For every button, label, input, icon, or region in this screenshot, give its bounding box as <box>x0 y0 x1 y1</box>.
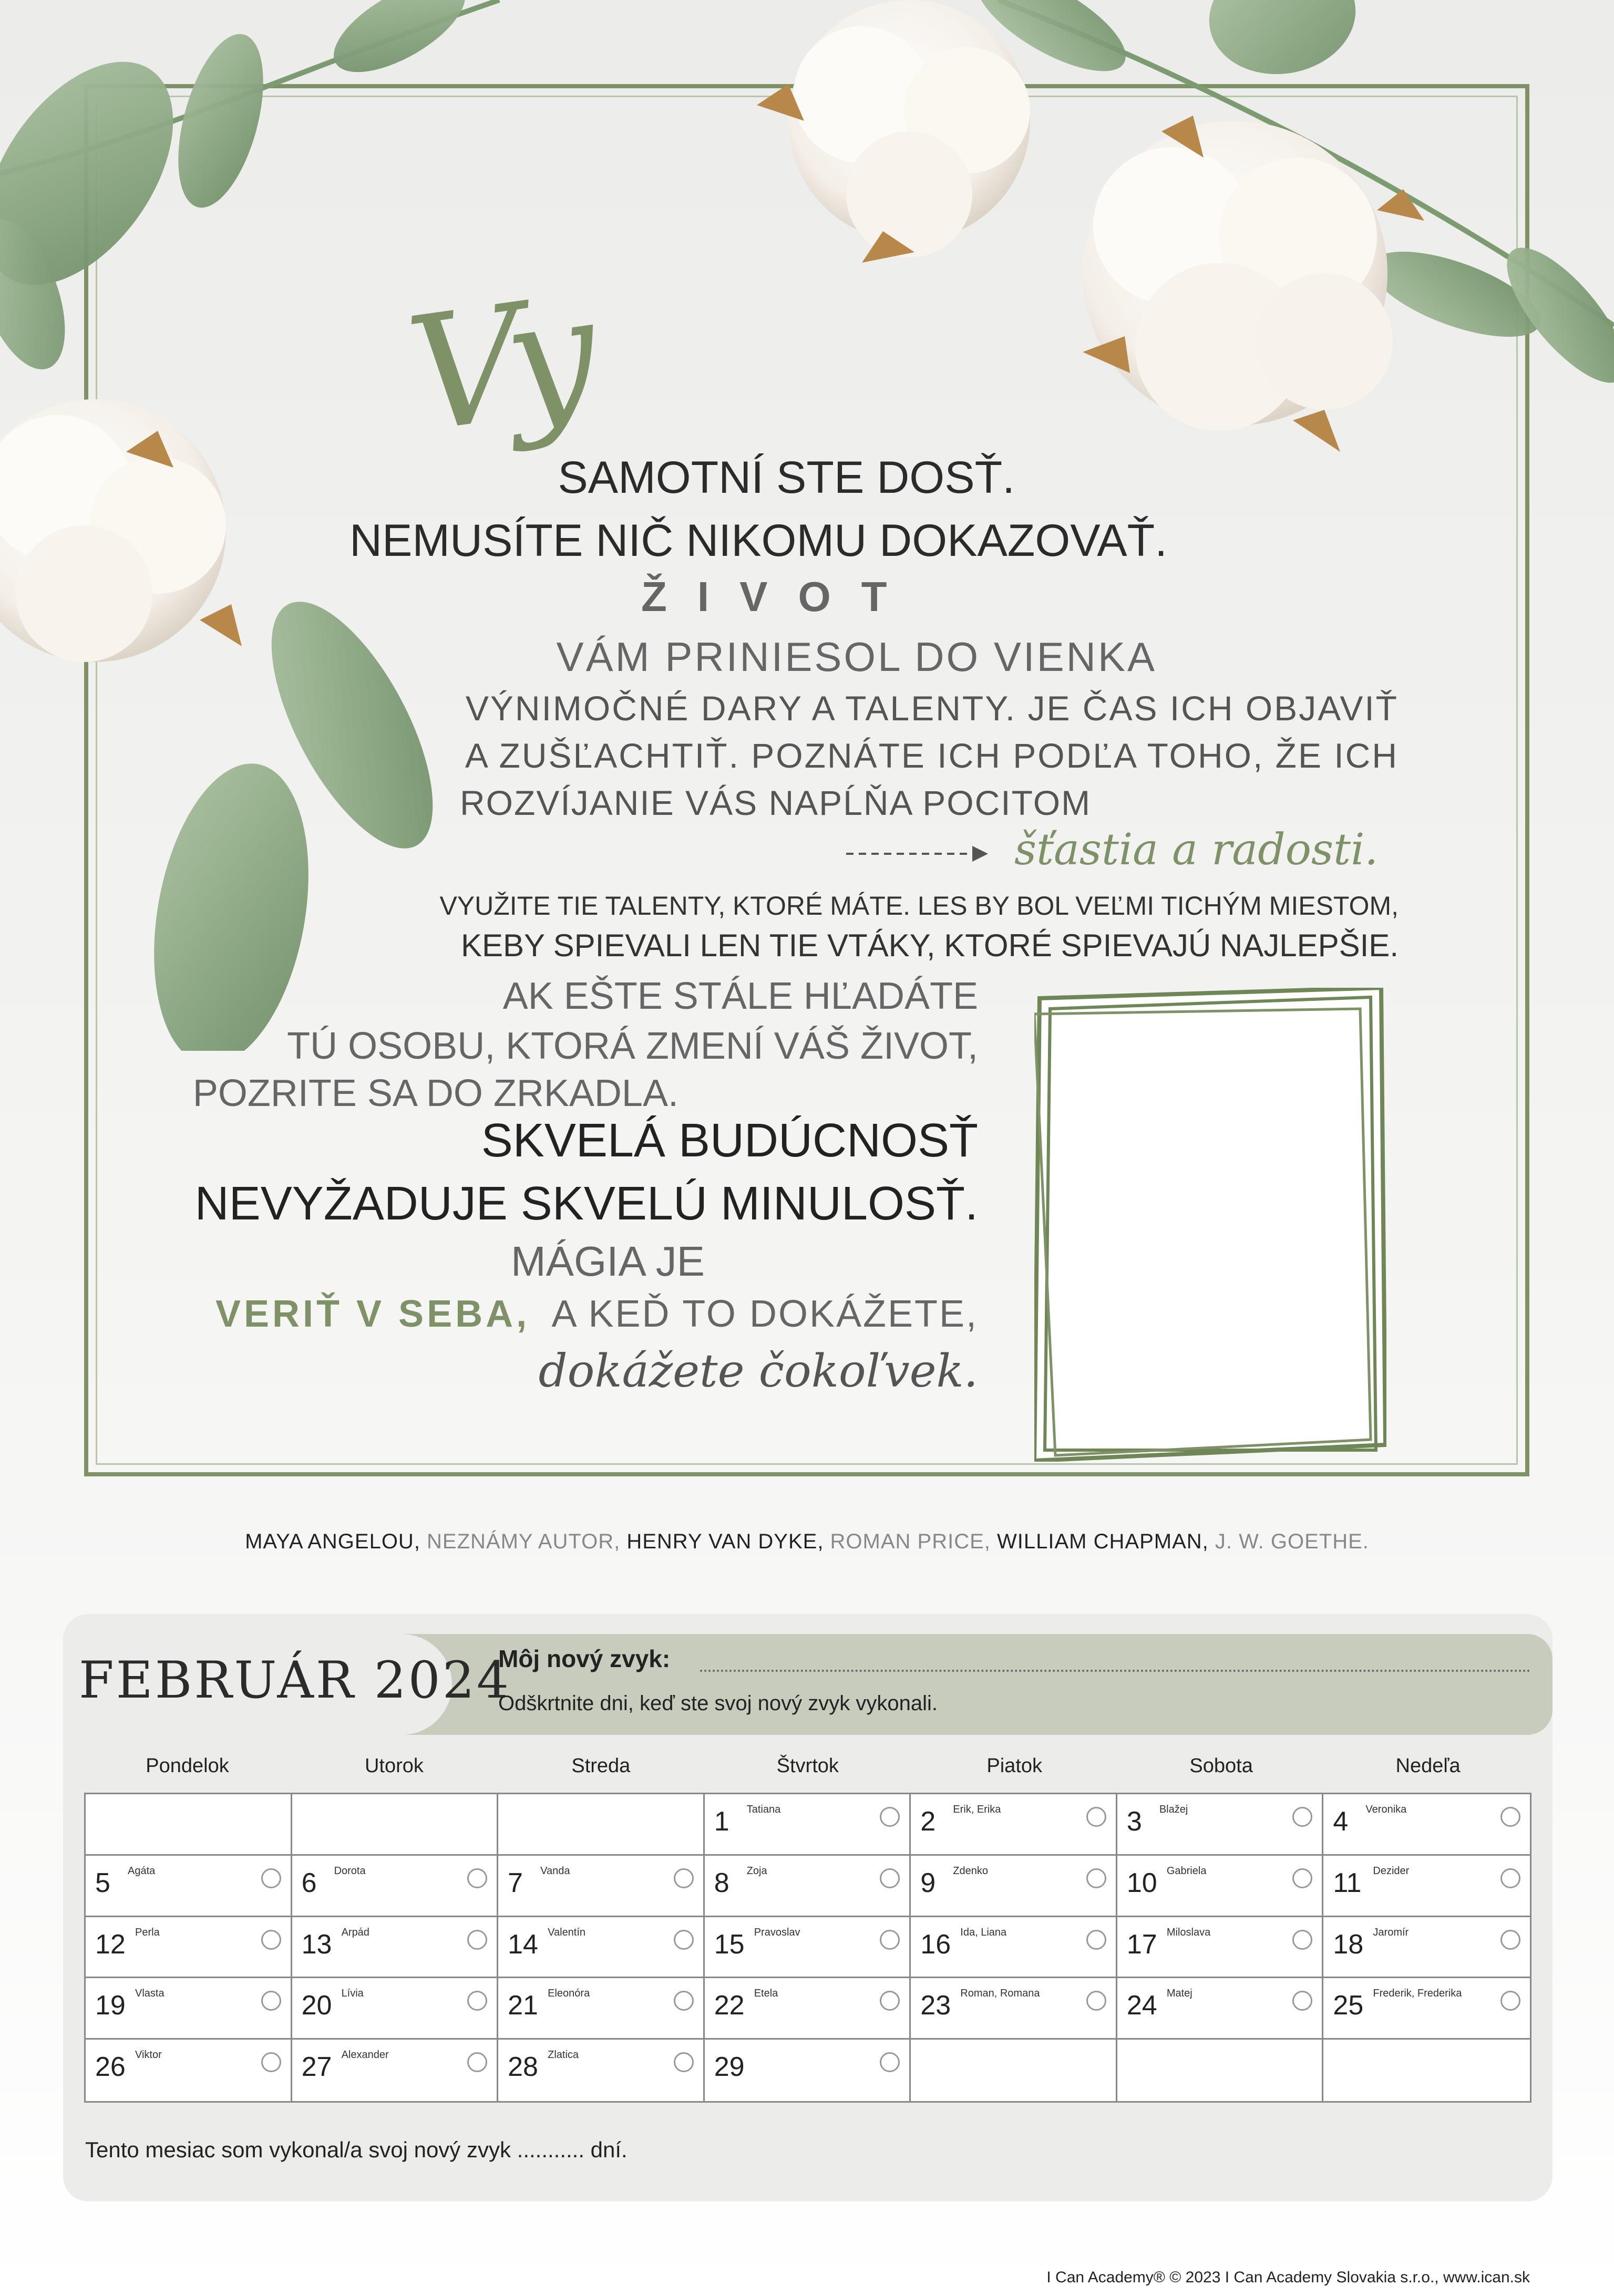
day-number: 9 <box>920 1867 936 1898</box>
quote-script-line: dokážete čokoľvek. <box>538 1345 978 1398</box>
habit-checkbox-icon[interactable] <box>261 1991 281 2011</box>
weekday-label: Piatok <box>986 1755 1043 1777</box>
quote-line: TÚ OSOBU, KTORÁ ZMENÍ VÁŠ ŽIVOT, <box>287 1025 978 1067</box>
cotton-flower-icon <box>757 0 1030 263</box>
day-number: 25 <box>1333 1990 1364 2021</box>
habit-checkbox-icon[interactable] <box>1086 1930 1106 1950</box>
weekday-label: Nedeľa <box>1395 1755 1461 1777</box>
day-number: 6 <box>301 1867 317 1898</box>
calendar-grid <box>84 1793 1531 2103</box>
name-day: Dorota <box>334 1865 366 1877</box>
day-number: 7 <box>508 1867 523 1898</box>
calendar-day-cell[interactable] <box>292 1978 499 2040</box>
calendar-empty-cell <box>86 1794 292 1856</box>
quote-line: KEBY SPIEVALI LEN TIE VTÁKY, KTORÉ SPIEVAJÚ NAJLEPŠIE. <box>460 928 1399 963</box>
habit-checkbox-icon[interactable] <box>674 1991 694 2011</box>
habit-checkbox-icon[interactable] <box>261 2052 281 2072</box>
habit-checkbox-icon[interactable] <box>1292 1991 1312 2011</box>
quote-highlight: VERIŤ V SEBA, <box>215 1293 530 1335</box>
quote-line: NEMUSÍTE NIČ NIKOMU DOKAZOVAŤ. <box>349 515 1167 566</box>
habit-checkbox-icon[interactable] <box>1292 1807 1312 1827</box>
calendar-day-cell[interactable] <box>498 2040 705 2101</box>
day-number: 3 <box>1126 1806 1142 1837</box>
calendar-day-cell[interactable] <box>292 1856 499 1917</box>
habit-checkbox-icon[interactable] <box>261 1930 281 1950</box>
habit-checkbox-icon[interactable] <box>467 1991 487 2011</box>
calendar-day-cell[interactable] <box>498 1917 705 1979</box>
day-number: 27 <box>301 2052 332 2083</box>
habit-checkbox-icon[interactable] <box>1500 1991 1520 2011</box>
calendar-day-cell[interactable] <box>1323 1978 1530 2040</box>
calendar-day-cell[interactable] <box>1323 1856 1530 1917</box>
name-day: Eleonóra <box>548 1988 590 2000</box>
day-number: 19 <box>95 1990 126 2021</box>
quote-line: SKVELÁ BUDÚCNOSŤ <box>481 1114 978 1167</box>
day-number: 23 <box>920 1990 951 2021</box>
calendar-day-cell[interactable] <box>705 1917 911 1979</box>
quote-line: MÁGIA JE <box>511 1238 705 1285</box>
weekday-label: Štvrtok <box>776 1755 839 1777</box>
author-name: NEZNÁMY AUTOR, <box>427 1530 627 1553</box>
day-number: 17 <box>1126 1929 1157 1960</box>
author-name: ROMAN PRICE, <box>830 1530 998 1553</box>
day-number: 24 <box>1126 1990 1157 2021</box>
weekday-label: Utorok <box>364 1755 424 1777</box>
name-day: Blažej <box>1159 1804 1188 1815</box>
day-number: 14 <box>508 1929 538 1960</box>
habit-checkbox-icon[interactable] <box>467 1930 487 1950</box>
calendar-day-cell[interactable] <box>705 1978 911 2040</box>
habit-checkbox-icon[interactable] <box>674 1868 694 1888</box>
calendar-day-cell[interactable] <box>1117 1856 1324 1917</box>
habit-checkbox-icon[interactable] <box>880 1868 900 1888</box>
habit-checkbox-icon[interactable] <box>467 2052 487 2072</box>
habit-summary: Tento mesiac som vykonal/a svoj nový zvyk ........... dní. <box>85 2137 628 2162</box>
name-day: Viktor <box>135 2049 162 2061</box>
calendar-day-cell[interactable] <box>292 1917 499 1979</box>
day-number: 8 <box>714 1867 729 1898</box>
habit-input-line[interactable] <box>700 1670 1530 1672</box>
habit-checkbox-icon[interactable] <box>1500 1868 1520 1888</box>
day-number: 4 <box>1333 1806 1349 1837</box>
quote-line: NEVYŽADUJE SKVELÚ MINULOSŤ. <box>194 1177 978 1230</box>
name-day: Etela <box>754 1988 778 2000</box>
day-number: 22 <box>714 1990 745 2021</box>
quote-line: ŽIVOT <box>641 573 918 620</box>
day-number: 2 <box>920 1806 936 1837</box>
copyright: I Can Academy® © 2023 I Can Academy Slovakia s.r.o., www.ican.sk <box>1046 2269 1530 2286</box>
calendar-day-cell[interactable] <box>498 1856 705 1917</box>
leaf-icon <box>132 578 465 1051</box>
calendar-day-cell[interactable] <box>1117 1794 1324 1856</box>
photo-frame[interactable] <box>1034 988 1386 1462</box>
calendar-empty-cell <box>498 1794 705 1856</box>
calendar-day-cell[interactable] <box>86 2040 292 2101</box>
day-number: 13 <box>301 1929 332 1960</box>
quote-line: A ZUŠĽACHTIŤ. POZNÁTE ICH PODĽA TOHO, ŽE ICH <box>465 736 1399 775</box>
calendar-day-cell[interactable] <box>705 1794 911 1856</box>
calendar-day-cell[interactable] <box>292 2040 499 2101</box>
habit-checkbox-icon[interactable] <box>674 1930 694 1950</box>
day-number: 5 <box>95 1867 110 1898</box>
name-day: Miloslava <box>1166 1926 1211 1938</box>
cotton-flower-icon <box>1083 116 1424 452</box>
calendar-empty-cell <box>1117 2040 1324 2101</box>
name-day: Veronika <box>1365 1804 1407 1815</box>
day-number: 16 <box>920 1929 951 1960</box>
author-name: J. W. GOETHE. <box>1215 1530 1369 1553</box>
name-day: Matej <box>1166 1988 1192 2000</box>
day-number: 28 <box>508 2052 538 2083</box>
habit-checkbox-icon[interactable] <box>1086 1868 1106 1888</box>
calendar-day-cell[interactable] <box>911 1794 1117 1856</box>
name-day: Dezider <box>1373 1865 1410 1877</box>
calendar-day-cell[interactable] <box>1323 1794 1530 1856</box>
weekday-label: Pondelok <box>146 1755 229 1777</box>
quote-line: POZRITE SA DO ZRKADLA. <box>192 1072 679 1114</box>
calendar-title: FEBRUÁR 2024 <box>79 1651 511 1710</box>
name-day: Gabriela <box>1166 1865 1207 1877</box>
quote-line: VYUŽITE TIE TALENTY, KTORÉ MÁTE. LES BY BOL VEĽMI TICHÝM MIESTOM, <box>439 891 1399 921</box>
calendar-day-cell[interactable] <box>705 2040 911 2101</box>
habit-checkbox-icon[interactable] <box>880 2052 900 2072</box>
name-day: Ida, Liana <box>960 1926 1007 1938</box>
habit-checkbox-icon[interactable] <box>880 1991 900 2011</box>
day-number: 11 <box>1333 1867 1362 1898</box>
name-day: Tatiana <box>746 1804 781 1815</box>
name-day: Agáta <box>128 1865 156 1877</box>
day-number: 1 <box>714 1806 729 1837</box>
name-day: Alexander <box>341 2049 389 2061</box>
quote-vy: Vy <box>398 262 598 468</box>
weekday-label: Streda <box>571 1755 631 1777</box>
calendar-day-cell[interactable] <box>1117 1978 1324 2040</box>
calendar-empty-cell <box>1323 2040 1530 2101</box>
authors-line <box>0 1530 1614 1554</box>
calendar-empty-cell <box>911 2040 1117 2101</box>
quote-line: SAMOTNÍ STE DOSŤ. <box>558 452 1015 503</box>
day-number: 12 <box>95 1929 126 1960</box>
weekday-label: Sobota <box>1189 1755 1253 1777</box>
quote-line: ROZVÍJANIE VÁS NAPĹŇA POCITOM <box>460 783 1092 822</box>
habit-checkbox-icon[interactable] <box>1086 1991 1106 2011</box>
day-number: 26 <box>95 2052 126 2083</box>
calendar-day-cell[interactable] <box>1117 1917 1324 1979</box>
day-number: 10 <box>1126 1867 1157 1898</box>
name-day: Erik, Erika <box>953 1804 1001 1815</box>
name-day: Arpád <box>341 1926 369 1938</box>
habit-checkbox-icon[interactable] <box>1292 1868 1312 1888</box>
author-name: WILLIAM CHAPMAN, <box>997 1530 1215 1553</box>
name-day: Vlasta <box>135 1988 165 2000</box>
calendar-day-cell[interactable] <box>498 1978 705 2040</box>
name-day: Zlatica <box>548 2049 579 2061</box>
quote-line: VÁM PRINIESOL DO VIENKA <box>556 634 1157 680</box>
day-number: 20 <box>301 1990 332 2021</box>
name-day: Zoja <box>746 1865 767 1877</box>
name-day: Pravoslav <box>754 1926 800 1938</box>
name-day: Zdenko <box>953 1865 988 1877</box>
habit-checkbox-icon[interactable] <box>880 1807 900 1827</box>
habit-checkbox-icon[interactable] <box>1086 1807 1106 1827</box>
quote-line: VÝNIMOČNÉ DARY A TALENTY. JE ČAS ICH OBJAVIŤ <box>465 689 1399 728</box>
calendar-day-cell[interactable] <box>86 1856 292 1917</box>
calendar-day-cell[interactable] <box>705 1856 911 1917</box>
quote-script-line: šťastia a radosti. <box>1014 825 1379 875</box>
name-day: Lívia <box>341 1988 364 2000</box>
name-day: Roman, Romana <box>960 1988 1040 2000</box>
habit-checkbox-icon[interactable] <box>1500 1807 1520 1827</box>
name-day: Perla <box>135 1926 160 1938</box>
author-name: HENRY VAN DYKE, <box>626 1530 830 1553</box>
day-number: 15 <box>714 1929 745 1960</box>
quote-line: A KEĎ TO DOKÁŽETE, <box>551 1293 978 1335</box>
habit-checkbox-icon[interactable] <box>880 1930 900 1950</box>
cotton-flower-icon <box>0 399 242 662</box>
day-number: 18 <box>1333 1929 1364 1960</box>
habit-checkbox-icon[interactable] <box>1500 1930 1520 1950</box>
day-number: 29 <box>714 2052 745 2083</box>
name-day: Vanda <box>540 1865 570 1877</box>
name-day: Frederik, Frederika <box>1373 1988 1462 2000</box>
habit-checkbox-icon[interactable] <box>467 1868 487 1888</box>
calendar-day-cell[interactable] <box>911 1978 1117 2040</box>
habit-instructions: Odškrtnite dni, keď ste svoj nový zvyk vykonali. <box>498 1692 938 1715</box>
calendar-day-cell[interactable] <box>86 1978 292 2040</box>
quote-line: AK EŠTE STÁLE HĽADÁTE <box>502 975 978 1017</box>
habit-checkbox-icon[interactable] <box>261 1868 281 1888</box>
name-day: Jaromír <box>1373 1926 1409 1938</box>
day-number: 21 <box>508 1990 538 2021</box>
author-name: MAYA ANGELOU, <box>245 1530 427 1553</box>
habit-checkbox-icon[interactable] <box>1292 1930 1312 1950</box>
calendar-day-cell[interactable] <box>1323 1917 1530 1979</box>
calendar-day-cell[interactable] <box>911 1856 1117 1917</box>
habit-label: Môj nový zvyk: <box>498 1645 671 1672</box>
name-day: Valentín <box>548 1926 586 1938</box>
calendar-day-cell[interactable] <box>911 1917 1117 1979</box>
habit-checkbox-icon[interactable] <box>674 2052 694 2072</box>
calendar-day-cell[interactable] <box>86 1917 292 1979</box>
calendar-empty-cell <box>292 1794 499 1856</box>
